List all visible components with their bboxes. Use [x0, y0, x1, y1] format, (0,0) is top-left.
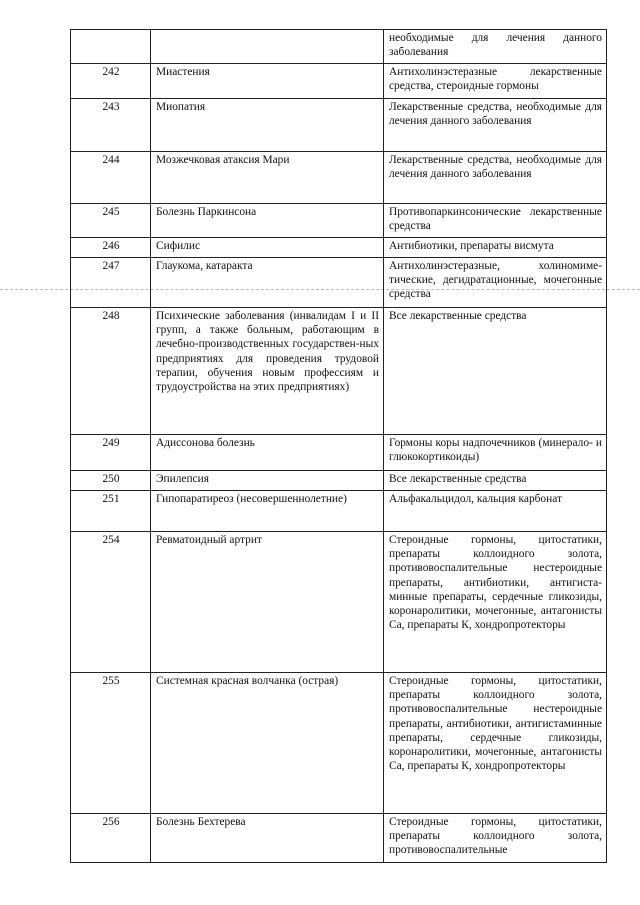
disease-name: Болезнь Паркинсона — [151, 204, 384, 238]
medicines-table — [70, 29, 607, 863]
row-number: 254 — [71, 532, 151, 673]
disease-name: Гипопаратиреоз (несовершеннолетние) — [151, 491, 384, 532]
disease-name: Системная красная волчанка (острая) — [151, 673, 384, 814]
medicines-list: Лекарственные средства, необходимые для лечения данного заболевания — [384, 99, 607, 152]
disease-name: Мозжечковая атаксия Мари — [151, 152, 384, 204]
medicines-list: Стероидные гормоны, цитостатики, препараты коллоидного золота, противовоспалительные нестероидные препараты, антибиотики, антигиста-минные препараты, сердечные гликозиды, коронаролитики, мочегонные, антагонисты Са, препараты К, хондропротекторы — [384, 532, 607, 673]
table-row — [71, 491, 607, 532]
medicines-list: Альфакальцидол, кальция карбонат — [384, 491, 607, 532]
row-number: 245 — [71, 204, 151, 238]
table-row — [71, 30, 607, 64]
disease-name: Глаукома, катаракта — [151, 258, 384, 308]
medicines-list: Все лекарственные средства — [384, 471, 607, 491]
disease-name: Психические заболевания (инвалидам I и II групп, а также больным, работающим в лечебно-производственных государствен-ных предприятиях для проведения трудовой терапии, обучения новым профессиям и трудоустройства на этих предприятиях) — [151, 308, 384, 435]
row-number: 249 — [71, 435, 151, 471]
disease-name: Болезнь Бехтерева — [151, 814, 384, 863]
row-number: 243 — [71, 99, 151, 152]
table-row — [71, 99, 607, 152]
table-row — [71, 435, 607, 471]
medicines-list: Все лекарственные средства — [384, 308, 607, 435]
table-row — [71, 532, 607, 673]
medicines-list: Стероидные гормоны, цитостатики, препараты коллоидного золота, противовоспалительные — [384, 814, 607, 863]
disease-name: Миастения — [151, 64, 384, 99]
medicines-list: Стероидные гормоны, цитостатики, препараты коллоидного золота, противовоспалительные нестероидные препараты, антибиотики, антигистаминные препараты, сердечные гликозиды, коронаролитики, мочегонные, антагонисты Са, препараты К, хондропротекторы — [384, 673, 607, 814]
table-row — [71, 238, 607, 258]
row-number: 242 — [71, 64, 151, 99]
table-row — [71, 308, 607, 435]
medicines-list: Антихолинэстеразные лекарственные средства, стероидные гормоны — [384, 64, 607, 99]
row-number: 248 — [71, 308, 151, 435]
table-row — [71, 204, 607, 238]
table-row — [71, 258, 607, 308]
disease-name: Ревматоидный артрит — [151, 532, 384, 673]
table-row — [71, 814, 607, 863]
medicines-list: необходимые для лечения данного заболевания — [384, 30, 607, 64]
disease-name: Эпилепсия — [151, 471, 384, 491]
row-number: 247 — [71, 258, 151, 308]
row-number: 244 — [71, 152, 151, 204]
table-row — [71, 673, 607, 814]
medicines-list: Противопаркинсонические лекарственные средства — [384, 204, 607, 238]
row-number — [71, 30, 151, 64]
disease-name: Адиссонова болезнь — [151, 435, 384, 471]
table-row — [71, 152, 607, 204]
disease-name — [151, 30, 384, 64]
medicines-list: Антихолинэстеразные, холиномиме-тические, дегидратационные, мочегонные средства — [384, 258, 607, 308]
table-row — [71, 471, 607, 491]
row-number: 251 — [71, 491, 151, 532]
medicines-list: Антибиотики, препараты висмута — [384, 238, 607, 258]
disease-name: Сифилис — [151, 238, 384, 258]
row-number: 250 — [71, 471, 151, 491]
disease-name: Миопатия — [151, 99, 384, 152]
row-number: 246 — [71, 238, 151, 258]
medicines-list: Гормоны коры надпочечников (минерало- и глюкокортикоиды) — [384, 435, 607, 471]
row-number: 255 — [71, 673, 151, 814]
medicines-list: Лекарственные средства, необходимые для лечения данного заболевания — [384, 152, 607, 204]
row-number: 256 — [71, 814, 151, 863]
table-row — [71, 64, 607, 99]
